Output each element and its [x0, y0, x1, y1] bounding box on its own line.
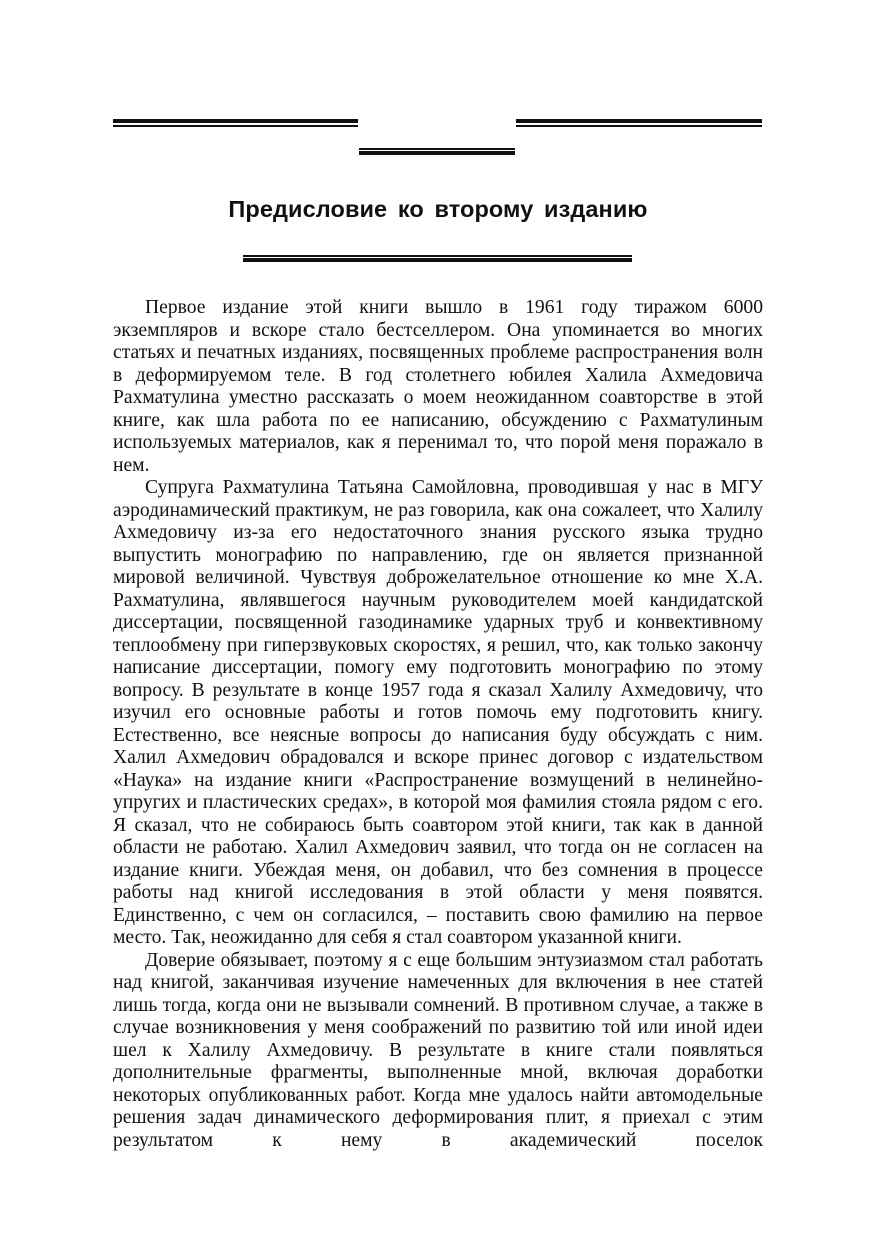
- top-right-double-rule: [516, 119, 762, 127]
- page-title: Предисловие ко второму изданию: [228, 196, 648, 222]
- body-text: [113, 297, 763, 1152]
- paragraph: Первое издание этой книги вышло в 1961 году тиражом 6000 экземпляров и вскоре стало бестселлером. Она упоминается во многих статьях и печатных изданиях, посвященных проблеме распространения волн в деформируемом теле. В год столетнего юбилея Халила Ахмедовича Рахматулина уместно рассказать о моем неожиданном соавторстве в этой книге, как шла работа по ее написанию, обсуждению с Рахматулиным используемых материалов, как я перенимал то, что порой меня поражало в нем.: [113, 297, 763, 476]
- paragraph: Доверие обязывает, поэтому я с еще большим энтузиазмом стал работать над книгой, заканчивая изучение намеченных для включения в нее статей лишь тогда, когда они не вызывали сомнений. В противном случае, а также в случае возникновения у меня соображений по развитию той или иной идеи шел к Халилу Ахмедовичу. В результате в книге стали появляться дополнительные фрагменты, выполненные мной, включая доработки некоторых опубликованных работ. Когда мне удалось найти автомодельные решения задач динамического деформирования плит, я приехал с этим результатом к нему в академический поселок: [113, 949, 763, 1151]
- center-double-rule: [359, 148, 515, 156]
- top-left-double-rule: [113, 119, 358, 127]
- title-underline-rule: [243, 255, 632, 263]
- paragraph: Супруга Рахматулина Татьяна Самойловна, проводившая у нас в МГУ аэродинамический практикум, не раз говорила, как она сожалеет, что Халилу Ахмедовичу из-за его недостаточного знания русского языка трудно выпустить монографию по направлению, где он является признанной мировой величиной. Чувствуя доброжелательное отношение ко мне Х.А. Рахматулина, являвшегося научным руководителем моей кандидатской диссертации, посвященной газодинамике ударных труб и конвективному теплообмену при гиперзвуковых скоростях, я решил, что, как только закончу написание диссертации, помогу ему подготовить монографию по этому вопросу. В результате в конце 1957 года я сказал Халилу Ахмедовичу, что изучил его основные работы и готов помочь ему подготовить книгу. Естественно, все неясные вопросы до написания буду обсуждать с ним. Халил Ахмедович обрадовался и вскоре принес договор с издательством «Наука» на издание книги «Распространение возмущений в нелинейно-упругих и пластических средах», в которой моя фамилия стояла рядом с его. Я сказал, что не собираюсь быть соавтором этой книги, так как в данной области не работаю. Халил Ахмедович заявил, что тогда он не согласен на издание книги. Убеждая меня, он добавил, что без сомнения в процессе работы над книгой исследования в этой области у меня появятся. Единственно, с чем он согласился, – поставить свою фамилию на первое место. Так, неожиданно для себя я стал соавтором указанной книги.: [113, 477, 763, 948]
